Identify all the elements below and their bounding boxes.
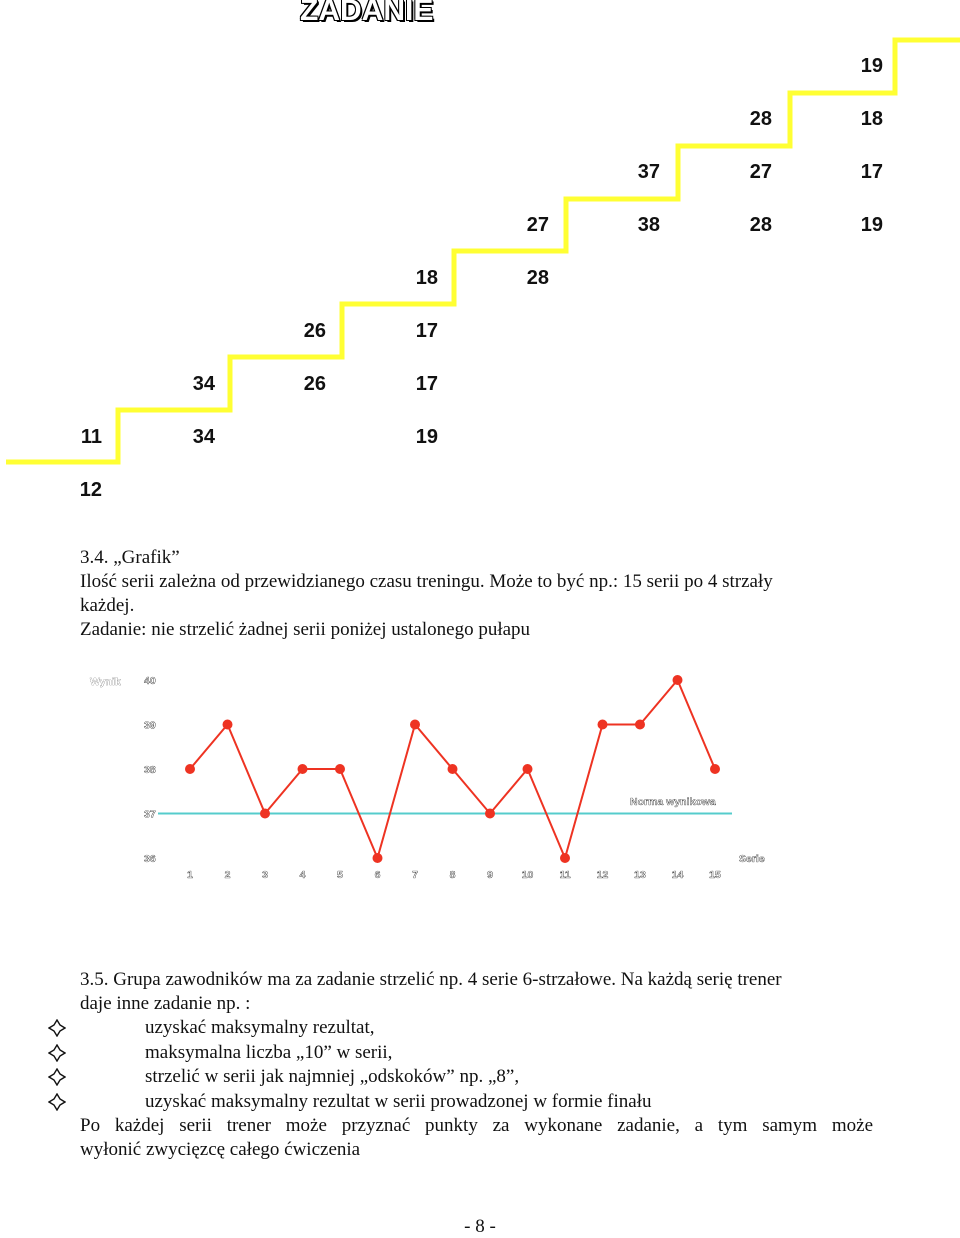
section-heading-3-4: 3.4. „Grafik” <box>80 547 180 568</box>
paragraph-line: Po każdej serii trener może przyznać punkty za wykonane zadanie, a tym samym może <box>80 1115 873 1136</box>
page-title: ZADANIE <box>300 0 434 27</box>
x-tick-label: 8 <box>449 869 456 881</box>
x-tick-label: 3 <box>262 869 268 881</box>
data-point <box>298 764 308 774</box>
stair-number: 11 <box>80 426 102 448</box>
data-point <box>260 809 270 819</box>
data-point <box>523 764 533 774</box>
data-point <box>710 764 720 774</box>
x-tick-label: 2 <box>224 869 231 881</box>
stair-number: 38 <box>637 214 660 236</box>
stair-number: 28 <box>749 214 772 236</box>
y-axis-label: Wynik <box>90 676 121 688</box>
x-tick-label: 13 <box>634 869 646 881</box>
data-point <box>673 675 683 685</box>
x-tick-label: 9 <box>487 869 493 881</box>
x-tick-label: 12 <box>596 869 609 881</box>
page-number: - 8 - <box>464 1216 496 1237</box>
y-tick-label: 37 <box>144 808 156 821</box>
data-point <box>635 720 645 730</box>
paragraph-line: Zadanie: nie strzelić żadnej serii poniżej ustalonego pułapu <box>80 619 531 640</box>
data-point <box>373 853 383 863</box>
x-tick-label: 4 <box>299 869 306 881</box>
x-tick-label: 1 <box>187 869 193 881</box>
stair-number: 18 <box>415 267 438 289</box>
stair-number: 17 <box>415 320 438 342</box>
stair-number: 19 <box>860 55 883 77</box>
diamond-bullet-icon <box>48 1019 66 1037</box>
stair-number: 17 <box>415 373 438 395</box>
data-point <box>410 720 420 730</box>
x-tick-label: 14 <box>671 869 684 881</box>
stair-number: 27 <box>749 161 772 183</box>
stair-number: 26 <box>303 373 326 395</box>
x-tick-label: 10 <box>521 869 534 881</box>
x-tick-label: 15 <box>709 869 721 881</box>
paragraph-line: wyłonić zwycięzcę całego ćwiczenia <box>80 1139 361 1160</box>
reference-line-label: Norma wynikowa <box>630 796 716 808</box>
stair-number: 34 <box>192 373 215 395</box>
x-tick-label: 5 <box>337 869 343 881</box>
staircase-line <box>6 40 960 462</box>
stair-number: 28 <box>749 108 772 130</box>
y-tick-label: 39 <box>144 719 156 732</box>
y-tick-label: 40 <box>144 675 156 687</box>
x-axis-label: Serie <box>739 853 765 865</box>
diamond-bullet-icon <box>48 1068 66 1086</box>
stair-number: 37 <box>637 161 660 183</box>
x-tick-label: 11 <box>559 869 571 881</box>
stair-number: 19 <box>415 426 438 448</box>
stair-number: 28 <box>526 267 549 289</box>
data-point <box>485 809 495 819</box>
diamond-bullet-icon <box>48 1044 66 1062</box>
paragraph-line: 3.5. Grupa zawodników ma za zadanie strzelić np. 4 serie 6-strzałowe. Na każdą serię trener <box>80 969 782 990</box>
stair-number: 12 <box>79 479 102 501</box>
x-tick-label: 7 <box>412 869 418 881</box>
data-point <box>598 720 608 730</box>
data-point <box>185 764 195 774</box>
data-point <box>560 853 570 863</box>
x-tick-label: 6 <box>374 869 381 881</box>
paragraph-line: daje inne zadanie np. : <box>80 993 251 1014</box>
stair-number: 17 <box>860 161 883 183</box>
data-point <box>335 764 345 774</box>
data-point <box>448 764 458 774</box>
paragraph-line: każdej. <box>80 595 135 616</box>
stair-number: 26 <box>303 320 326 342</box>
stair-number: 34 <box>192 426 215 448</box>
stair-number: 19 <box>860 214 883 236</box>
results-line-chart <box>80 668 780 893</box>
y-tick-label: 36 <box>144 853 156 865</box>
stair-number: 18 <box>860 108 883 130</box>
y-tick-label: 38 <box>144 764 156 776</box>
paragraph-line: Ilość serii zależna od przewidzianego czasu treningu. Może to być np.: 15 serii po 4 strzały <box>80 571 773 592</box>
data-point <box>223 720 233 730</box>
diamond-bullet-icon <box>48 1093 66 1111</box>
stair-number: 27 <box>526 214 549 236</box>
staircase-diagram <box>0 0 960 520</box>
